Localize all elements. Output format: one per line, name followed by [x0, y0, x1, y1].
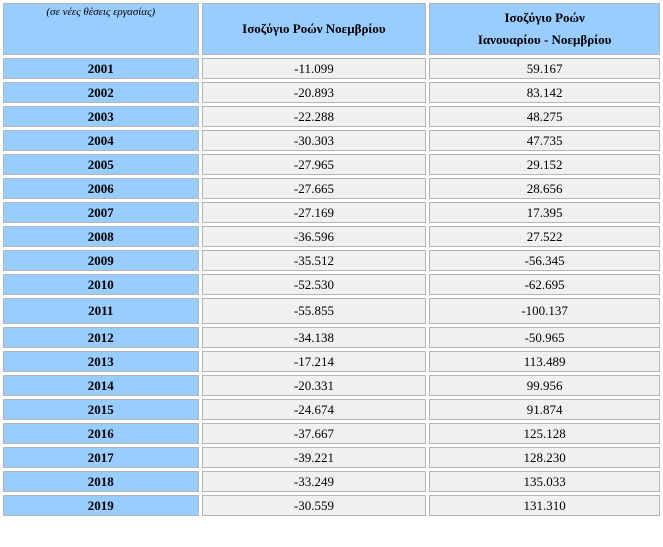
header-row — [3, 3, 660, 55]
table-row — [3, 250, 660, 271]
year-cell: 2010 — [3, 274, 199, 295]
year-cell: 2013 — [3, 351, 199, 372]
table-row — [3, 226, 660, 247]
year-cell: 2016 — [3, 423, 199, 444]
table-row — [3, 471, 660, 492]
november-balance-cell: -27.665 — [202, 178, 427, 199]
year-cell: 2019 — [3, 495, 199, 516]
year-cell: 2011 — [3, 298, 199, 324]
year-cell: 2004 — [3, 130, 199, 151]
jan-nov-balance-cell: -62.695 — [429, 274, 660, 295]
year-cell: 2014 — [3, 375, 199, 396]
november-balance-cell: -52.530 — [202, 274, 427, 295]
jan-nov-balance-cell: 131.310 — [429, 495, 660, 516]
november-balance-cell: -20.893 — [202, 82, 427, 103]
table-row — [3, 154, 660, 175]
jan-nov-balance-cell: 27.522 — [429, 226, 660, 247]
november-balance-cell: -11.099 — [202, 58, 427, 79]
november-balance-cell: -34.138 — [202, 327, 427, 348]
year-cell: 2007 — [3, 202, 199, 223]
table-row — [3, 202, 660, 223]
jan-nov-balance-cell: 125.128 — [429, 423, 660, 444]
november-balance-cell: -17.214 — [202, 351, 427, 372]
year-cell: 2012 — [3, 327, 199, 348]
table-row — [3, 178, 660, 199]
year-cell: 2006 — [3, 178, 199, 199]
table-row — [3, 130, 660, 151]
jan-nov-balance-cell: 29.152 — [429, 154, 660, 175]
table-row — [3, 327, 660, 348]
november-balance-cell: -33.249 — [202, 471, 427, 492]
jan-nov-balance-cell: 59.167 — [429, 58, 660, 79]
table-row — [3, 399, 660, 420]
year-cell: 2017 — [3, 447, 199, 468]
year-cell: 2015 — [3, 399, 199, 420]
jan-nov-balance-cell: -56.345 — [429, 250, 660, 271]
table-row — [3, 495, 660, 516]
header-jan-nov-balance — [429, 3, 660, 55]
header-november-balance: Ισοζύγιο Ροών Νοεμβρίου — [202, 3, 427, 55]
november-balance-cell: -20.331 — [202, 375, 427, 396]
november-balance-cell: -27.965 — [202, 154, 427, 175]
jan-nov-balance-cell: 135.033 — [429, 471, 660, 492]
november-balance-cell: -37.667 — [202, 423, 427, 444]
table-row — [3, 82, 660, 103]
jan-nov-balance-cell: 83.142 — [429, 82, 660, 103]
jan-nov-balance-cell: 47.735 — [429, 130, 660, 151]
table-row — [3, 298, 660, 324]
jan-nov-balance-cell: 28.656 — [429, 178, 660, 199]
november-balance-cell: -35.512 — [202, 250, 427, 271]
jan-nov-balance-cell: 91.874 — [429, 399, 660, 420]
november-balance-cell: -30.303 — [202, 130, 427, 151]
november-balance-cell: -22.288 — [202, 106, 427, 127]
november-balance-cell: -39.221 — [202, 447, 427, 468]
year-cell: 2001 — [3, 58, 199, 79]
year-cell: 2002 — [3, 82, 199, 103]
jan-nov-balance-cell: 128.230 — [429, 447, 660, 468]
november-balance-cell: -24.674 — [202, 399, 427, 420]
table-row — [3, 447, 660, 468]
table-row — [3, 423, 660, 444]
year-cell: 2018 — [3, 471, 199, 492]
november-balance-cell: -30.559 — [202, 495, 427, 516]
november-balance-cell: -27.169 — [202, 202, 427, 223]
jan-nov-balance-cell: 113.489 — [429, 351, 660, 372]
jan-nov-balance-cell: 17.395 — [429, 202, 660, 223]
jan-nov-balance-cell: 99.956 — [429, 375, 660, 396]
table-row — [3, 106, 660, 127]
year-cell: 2009 — [3, 250, 199, 271]
table-row — [3, 58, 660, 79]
unit-note: (σε νέες θέσεις εργασίας) — [3, 3, 199, 55]
header-jan-nov-line1: Ισοζύγιο Ροών — [504, 10, 585, 25]
table-row — [3, 375, 660, 396]
year-cell: 2005 — [3, 154, 199, 175]
table-row — [3, 274, 660, 295]
jan-nov-balance-cell: -100.137 — [429, 298, 660, 324]
november-balance-cell: -36.596 — [202, 226, 427, 247]
header-jan-nov-line2: Ιανουαρίου - Νοεμβρίου — [477, 32, 612, 47]
jan-nov-balance-cell: -50.965 — [429, 327, 660, 348]
year-cell: 2008 — [3, 226, 199, 247]
year-cell: 2003 — [3, 106, 199, 127]
november-balance-cell: -55.855 — [202, 298, 427, 324]
jan-nov-balance-cell: 48.275 — [429, 106, 660, 127]
table-row — [3, 351, 660, 372]
